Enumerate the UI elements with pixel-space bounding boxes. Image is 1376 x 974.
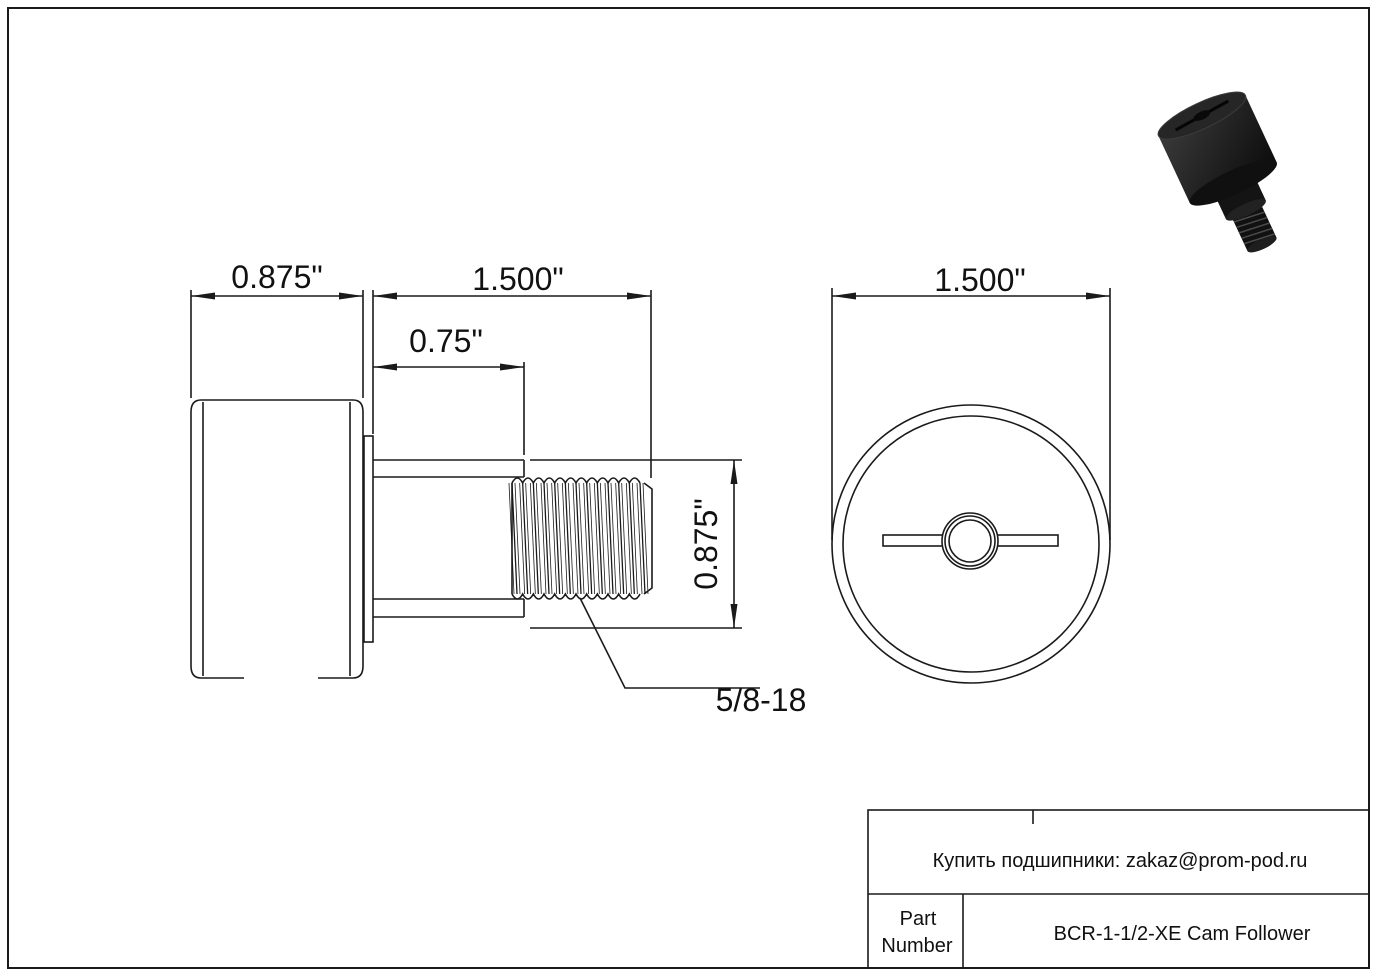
dim-thread-length-label: 0.75"	[409, 323, 483, 359]
roller-head-outline	[191, 400, 363, 678]
dim-head-width-label: 0.875"	[231, 259, 323, 295]
hex-socket-outer	[942, 513, 998, 569]
part-number-label-line2: Number	[881, 935, 953, 957]
part-number-value: BCR-1-1/2-XE Cam Follower	[1053, 923, 1311, 945]
drawing-border	[8, 8, 1369, 968]
dim-stud-dia-label: 0.875"	[688, 498, 724, 590]
cam-follower-product-image	[1153, 83, 1308, 269]
threaded-section	[509, 478, 652, 599]
front-view	[832, 288, 1110, 683]
buy-contact-text: Купить подшипники: zakaz@prom-pod.ru	[932, 850, 1308, 872]
stud-flange	[364, 436, 373, 642]
part-number-label-line1: Part	[899, 908, 937, 930]
thread-callout-label: 5/8-18	[715, 682, 807, 718]
dim-overall-length-label: 1.500"	[472, 261, 564, 297]
thread-leader	[580, 598, 760, 688]
dim-outer-dia-label: 1.500"	[934, 262, 1026, 298]
